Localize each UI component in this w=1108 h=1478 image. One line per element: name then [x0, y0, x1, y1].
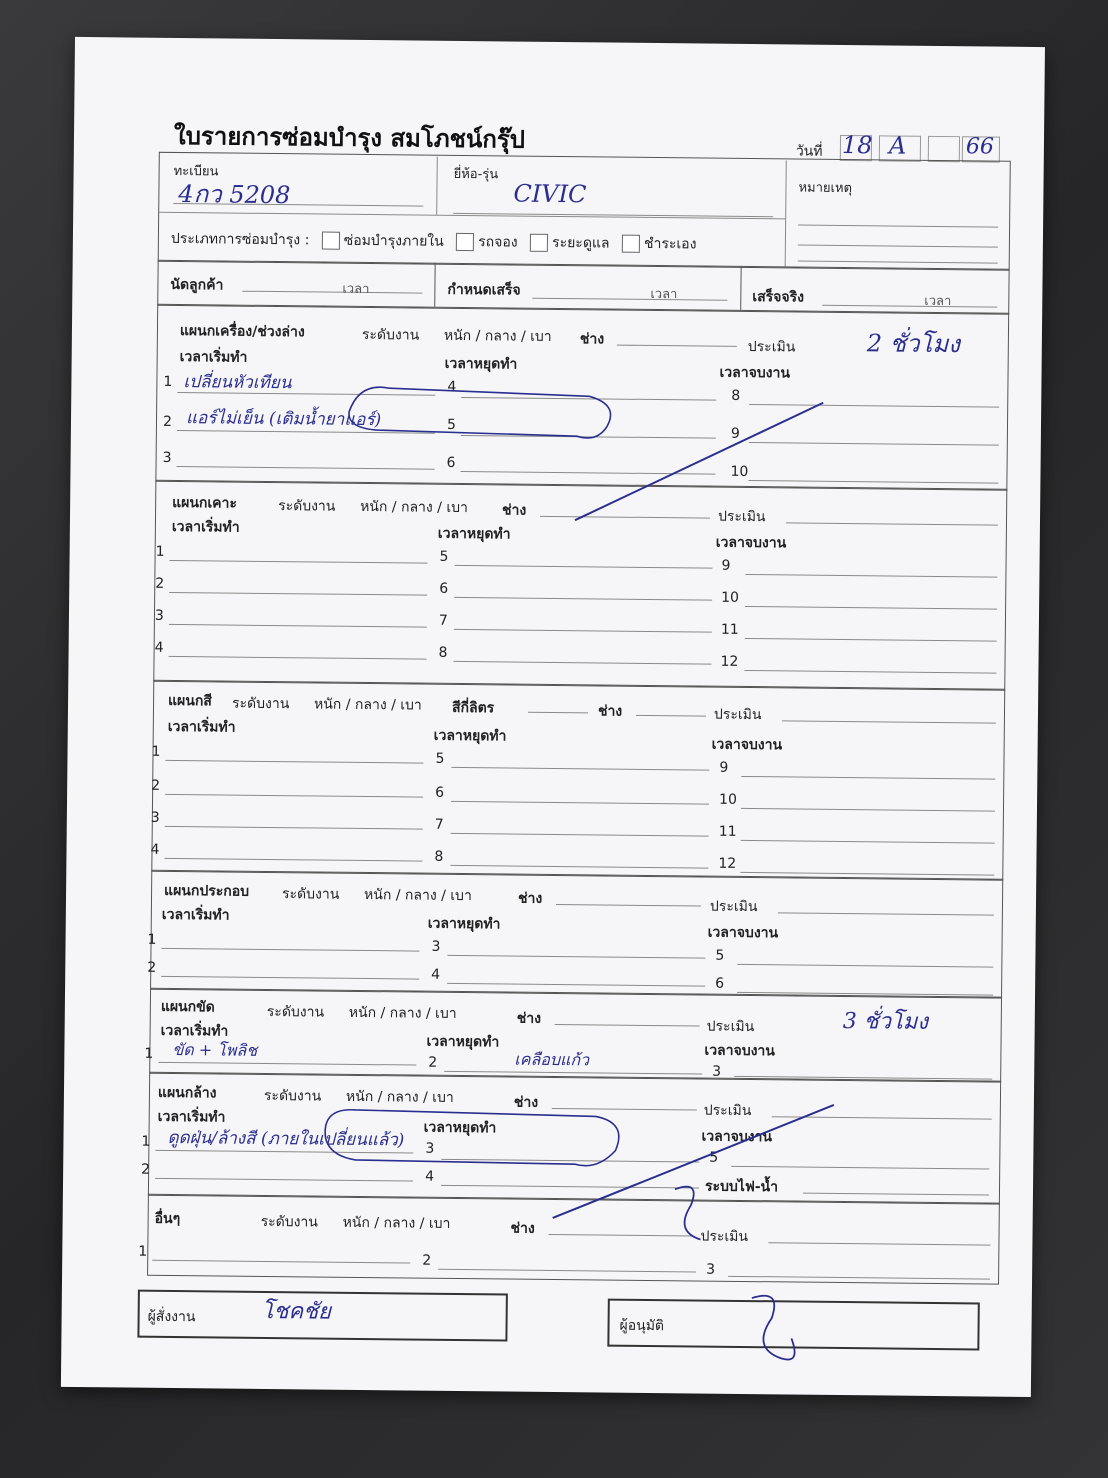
- wash-electric-label: ระบบไฟ-น้ำ: [704, 1178, 779, 1196]
- paint-end-label: เวลาจบงาน: [711, 736, 783, 754]
- date-day-value: 18: [841, 130, 873, 160]
- assigner-label: ผู้สั่งงาน: [147, 1308, 196, 1326]
- model-label: ยี่ห้อ-รุ่น: [453, 166, 499, 183]
- note-label: หมายเหตุ: [798, 180, 853, 197]
- plate-label: ทะเบียน: [173, 163, 219, 180]
- polish-eval-label: ประเมิน: [706, 1018, 755, 1036]
- pen-strokes: [61, 37, 1045, 1397]
- polish-item-1: ขัด + โพลิช: [172, 1039, 258, 1060]
- repair-type-label: ประเภทการซ่อมบำรุง :: [170, 230, 310, 249]
- done-time-label: เวลา: [924, 293, 952, 310]
- assembly-level-options: หนัก / กลาง / เบา: [363, 886, 472, 905]
- date-year-value: 66: [965, 134, 995, 160]
- done-label: เสร็จจริง: [752, 289, 805, 306]
- engine-start-label: เวลาเริ่มทำ: [179, 349, 248, 366]
- wash-pause-label: เวลาหยุดทำ: [423, 1119, 497, 1137]
- engine-eval-label: ประเมิน: [747, 338, 796, 356]
- polish-pause-label: เวลาหยุดทำ: [426, 1033, 500, 1051]
- polish-name: แผนกขัด: [160, 998, 215, 1016]
- other-level-options: หนัก / กลาง / เบา: [342, 1214, 451, 1232]
- polish-level-label: ระดับงาน: [266, 1003, 325, 1021]
- date-month-value: A: [888, 131, 907, 160]
- wash-start-label: เวลาเริ่มทำ: [157, 1108, 226, 1126]
- maintenance-label: ระยะดูแล: [552, 234, 610, 252]
- wash-tech-label: ช่าง: [513, 1094, 539, 1111]
- engine-end-label: เวลาจบงาน: [719, 364, 791, 382]
- appoint-label: นัดลูกค้า: [170, 276, 224, 294]
- paint-start-label: เวลาเริ่มทำ: [167, 718, 236, 736]
- body-level-options: หนัก / กลาง / เบา: [360, 498, 468, 517]
- paint-name: แผนกสี: [167, 692, 212, 710]
- polish-tech-label: ช่าง: [516, 1010, 542, 1027]
- engine-item-2: แอร์ไม่เย็น (เติมน้ำยาแอร์): [185, 408, 382, 431]
- plate-value: 4กว 5208: [178, 180, 291, 210]
- other-eval-label: ประเมิน: [700, 1228, 749, 1246]
- other-name: อื่นๆ: [154, 1210, 181, 1228]
- assembly-eval-label: ประเมิน: [709, 898, 758, 916]
- polish-eval-value: 3 ชั่วโมง: [842, 1009, 929, 1035]
- appoint-time-label: เวลา: [342, 281, 370, 298]
- polish-item-2: เคลือบแก้ว: [514, 1049, 590, 1070]
- assembly-pause-label: เวลาหยุดทำ: [427, 915, 501, 933]
- paint-liters-label: สีกี่ลิตร: [451, 699, 495, 717]
- body-name: แผนกเคาะ: [172, 494, 238, 512]
- paint-tech-label: ช่าง: [597, 703, 623, 720]
- engine-eval-value: 2 ชั่วโมง: [866, 329, 961, 359]
- body-eval-label: ประเมิน: [717, 508, 766, 526]
- body-end-label: เวลาจบงาน: [715, 534, 787, 552]
- assembly-start-label: เวลาเริ่มทำ: [161, 906, 230, 924]
- self-pay-label: ชำระเอง: [643, 235, 697, 253]
- paint-level-label: ระดับงาน: [231, 695, 290, 713]
- assembly-level-label: ระดับงาน: [281, 886, 340, 903]
- engine-tech-label: ช่าง: [579, 331, 605, 348]
- due-label: กำหนดเสร็จ: [447, 281, 521, 299]
- wash-end-label: เวลาจบงาน: [701, 1128, 773, 1146]
- date-label: วันที่: [795, 143, 823, 160]
- body-pause-label: เวลาหยุดทำ: [437, 525, 511, 543]
- paint-level-options: หนัก / กลาง / เบา: [313, 696, 422, 714]
- repair-form-sheet: ใบรายการซ่อมบำรุง สมโภชน์กรุ๊ป วันที่ 18 A 66 ทะเบียน 4กว 5208 ยี่ห้อ-รุ่น CIVIC หมายเหตุ ประเภทการซ่อมบำรุง : ซ่อมบำรุงภายใน รถจอง ระยะดูแล ชำระเอง นัดลูกค้า เวลา กำหนดเสร็จ เวลา เสร็จจริง เวลา แผนกเครื่อง/ช่วงล่าง ระดับงาน หนัก / กลาง / เบา ช่าง ประเมิน 2 ชั่วโมง เวลาเริ่มทำ เวลาหยุดทำ เวลาจบงาน 1 2 3 4 5 6 8 9 10 เปลี่ยนหัวเทียน แอร์ไม่เย็น (เติมน้ำยาแอร์) แผนกเคาะ ระดับงาน หนัก / กลาง / เบา ช่าง ประเมิน เวลาเริ่มทำ เวลาหยุดทำ เวลาจบงาน 1 2 3 4 5 6 7 8 9 10 11 12 แผนกสี ระดับงาน หนัก / กลาง / เบา สีกี่ลิตร ช่าง ประเมิน เวลาเริ่มทำ เวลาหยุดทำ เวลาจบงาน 1 2 3 4 5 6 7 8 9 10 11 12 แผนกประกอบ ระดับงาน หนัก / กลาง / เบา ช่าง ประเมิน เวลาเริ่มทำ เวลาหยุดทำ เวลาจบงาน 1 2 3 4 5 6 แผนกขัด ระดับงาน หนัก / กลาง / เบา ช่าง ประเมิน 3 ชั่วโมง เวลาเริ่มทำ เวลาหยุดทำ เวลาจบงาน 1 2 3 ขัด + โพลิช เคลือบแก้ว แผนกล้าง ระดับงาน หนัก / กลาง / เบา ช่าง ประเมิน เวลาเริ่มทำ เวลาหยุดทำ เวลาจบงาน 1 2 3 4 5 ระบบไฟ-น้ำ ดูดฝุ่น/ล้างสี (ภายในเปลี่ยนแล้ว) อื่นๆ ระดับงาน หนัก / กลาง / เบา ช่าง ประเมิน 1 2 3 ผู้สั่งงาน โชคชัย ผู้อนุมัติ: [61, 37, 1045, 1397]
- body-start-label: เวลาเริ่มทำ: [171, 518, 240, 536]
- polish-level-options: หนัก / กลาง / เบา: [348, 1004, 457, 1022]
- wash-name: แผนกล้าง: [157, 1084, 217, 1102]
- due-time-label: เวลา: [650, 286, 678, 303]
- polish-end-label: เวลาจบงาน: [704, 1042, 775, 1060]
- engine-level-options: หนัก / กลาง / เบา: [443, 327, 552, 345]
- paint-eval-label: ประเมิน: [713, 706, 762, 724]
- wash-item-1: ดูดฝุ่น/ล้างสี (ภายในเปลี่ยนแล้ว): [167, 1127, 405, 1151]
- model-value: CIVIC: [513, 179, 587, 209]
- body-level-label: ระดับงาน: [278, 498, 336, 515]
- internal-label: ซ่อมบำรุงภายใน: [343, 232, 444, 250]
- assembly-end-label: เวลาจบงาน: [707, 924, 779, 942]
- assembly-tech-label: ช่าง: [517, 890, 543, 907]
- paint-pause-label: เวลาหยุดทำ: [433, 727, 507, 745]
- approver-label: ผู้อนุมัติ: [619, 1317, 665, 1335]
- assembly-name: แผนกประกอบ: [164, 882, 250, 900]
- wash-level-label: ระดับงาน: [263, 1087, 322, 1105]
- engine-pause-label: เวลาหยุดทำ: [444, 355, 518, 373]
- other-tech-label: ช่าง: [510, 1220, 535, 1237]
- form-title: ใบรายการซ่อมบำรุง สมโภชน์กรุ๊ป: [173, 121, 526, 154]
- assigner-signature: โชคชัย: [261, 1298, 332, 1325]
- body-tech-label: ช่าง: [502, 502, 527, 519]
- wash-eval-label: ประเมิน: [703, 1102, 752, 1120]
- polish-start-label: เวลาเริ่มทำ: [160, 1022, 229, 1040]
- other-level-label: ระดับงาน: [260, 1213, 319, 1231]
- reserved-label: รถจอง: [478, 234, 518, 251]
- engine-item-1: เปลี่ยนหัวเทียน: [183, 372, 292, 394]
- wash-level-options: หนัก / กลาง / เบา: [345, 1088, 454, 1106]
- engine-name: แผนกเครื่อง/ช่วงล่าง: [179, 323, 305, 341]
- engine-level-label: ระดับงาน: [361, 326, 420, 344]
